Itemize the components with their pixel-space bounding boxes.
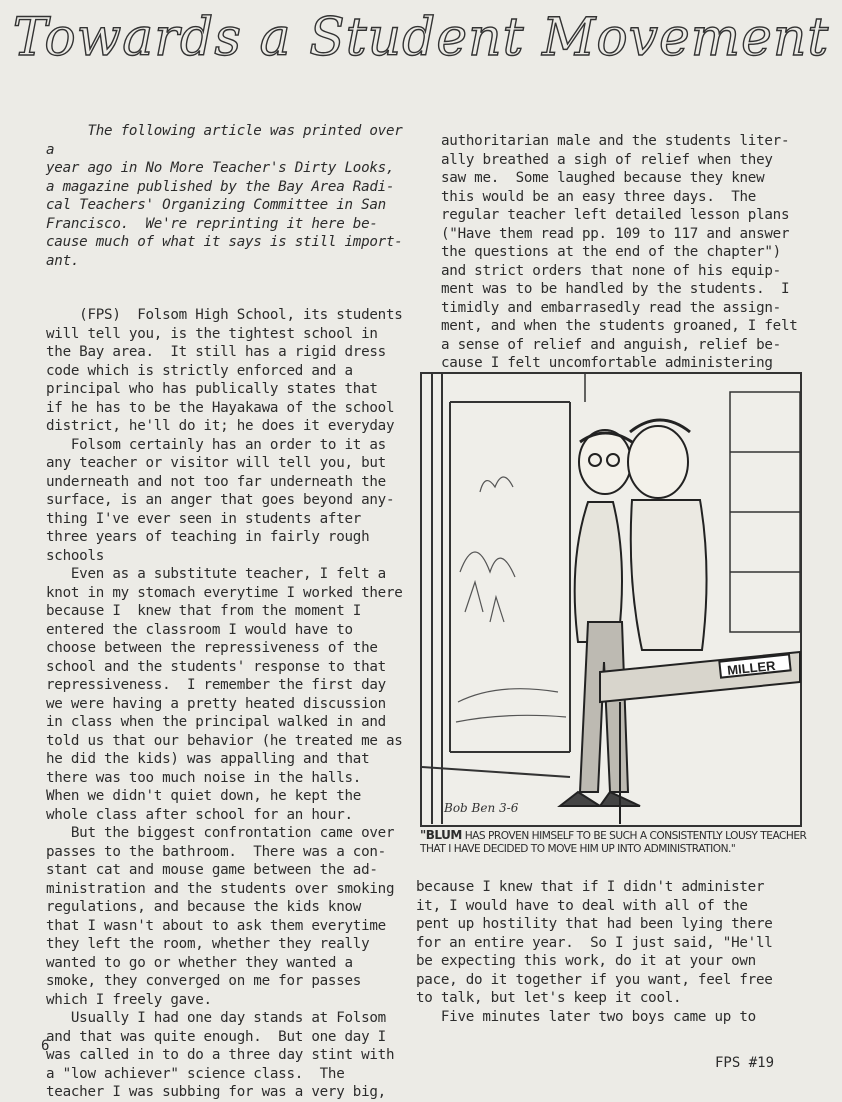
text-line: stant cat and mouse game between the ad- <box>46 862 378 878</box>
text-line: district, he'll do it; he does it everyday <box>46 418 395 434</box>
text-line: timidly and embarrasedly read the assign- <box>441 299 781 316</box>
text-line: ant. <box>46 252 80 269</box>
text-line: because I knew that from the moment I <box>46 603 362 619</box>
text-line: underneath and not too far underneath the <box>46 473 386 490</box>
text-line: knot in my stomach everytime I worked there <box>46 584 403 601</box>
text-line: saw me. Some laughed because they knew <box>441 170 765 186</box>
text-line: ("Have them read pp. 109 to 117 and answer <box>441 225 790 242</box>
text-line: school and the students' response to that <box>46 658 386 675</box>
text-line: a magazine published by the Bay Area Radi- <box>46 178 395 195</box>
text-line: in class when the principal walked in and <box>46 714 386 730</box>
text-line: teacher I was subbing for was a very big, <box>46 1084 386 1100</box>
text-line: cause I felt uncomfortable administering <box>441 355 773 371</box>
text-line: pent up hostility that had been lying there <box>416 916 773 932</box>
text-line: cal Teachers' Organizing Committee in San <box>46 197 386 213</box>
text-line: ment, and when the students groaned, I felt <box>441 318 798 334</box>
text-line: it, I would have to deal with all of the <box>416 897 748 914</box>
text-line: any teacher or visitor will tell you, but <box>46 455 386 471</box>
text-line: the Bay area. It still has a rigid dress <box>46 344 386 360</box>
intro-note <box>46 122 416 270</box>
text-line: and strict orders that none of his equip- <box>441 262 781 279</box>
text-line: authoritarian male and the students liter- <box>441 133 790 149</box>
text-line: Even as a substitute teacher, I felt a <box>46 566 386 582</box>
text-line: (FPS) Folsom High School, its students <box>46 307 403 323</box>
text-line: if he has to be the Hayakawa of the school <box>46 399 395 416</box>
text-line: wanted to go or whether they wanted a <box>46 954 353 971</box>
page-number: 6 <box>41 1038 50 1054</box>
right-column-bottom <box>416 878 796 1026</box>
text-line: we were having a pretty heated discussion <box>46 695 386 712</box>
article-body-left <box>46 306 416 1102</box>
text-line: was called in to do a three day stint with <box>46 1047 395 1063</box>
text-line: there was too much noise in the halls. <box>46 769 362 786</box>
text-line: Francisco. We're reprinting it here be- <box>46 215 378 232</box>
text-line: regular teacher left detailed lesson plans <box>441 207 790 223</box>
text-line: choose between the repressiveness of the <box>46 640 378 656</box>
text-line: When we didn't quiet down, he kept the <box>46 788 362 804</box>
text-line: schools <box>46 547 105 564</box>
text-line: which I freely gave. <box>46 991 212 1008</box>
text-line: a sense of relief and anguish, relief be- <box>441 336 781 353</box>
text-line: ment was to be handled by the students. I <box>441 281 790 297</box>
text-line: ally breathed a sigh of relief when they <box>441 151 773 168</box>
text-line: surface, is an anger that goes beyond any- <box>46 492 395 508</box>
text-line: passes to the bathroom. There was a con- <box>46 843 386 860</box>
text-line: this would be an easy three days. The <box>441 188 757 205</box>
text-line: smoke, they converged on me for passes <box>46 973 362 989</box>
text-line: told us that our behavior (he treated me as <box>46 732 403 749</box>
left-column <box>46 122 416 1102</box>
right-column-top <box>441 132 801 391</box>
caption-name: "BLUM <box>420 828 462 842</box>
text-line: Folsom certainly has an order to it as <box>46 436 386 453</box>
text-line: cause much of what it says is still import- <box>46 234 403 250</box>
text-line: year ago in No More Teacher's Dirty Looks, <box>46 160 395 176</box>
artist-signature: Bob Ben 3-6 <box>444 801 519 815</box>
text-line: regulations, and because the kids know <box>46 899 362 915</box>
text-line: code which is strictly enforced and a <box>46 362 353 379</box>
caption-text: HAS PROVEN HIMSELF TO BE SUCH A CONSISTENTLY LOUSY TEACHER THAT I HAVE DECIDED TO MOVE HIM UP INTO ADMINISTRATION." <box>420 830 807 855</box>
text-line: pace, do it together if you want, feel free <box>416 971 773 988</box>
text-line: The following article was printed over a <box>46 123 411 158</box>
text-line: for an entire year. So I just said, "He'll <box>416 934 773 951</box>
text-line: repressiveness. I remember the first day <box>46 677 386 693</box>
text-line: to talk, but let's keep it cool. <box>416 990 682 1006</box>
text-line: be expecting this work, do it at your own <box>416 953 756 969</box>
text-line: ministration and the students over smoking <box>46 880 395 897</box>
text-line: three years of teaching in fairly rough <box>46 529 370 545</box>
cartoon-illustration <box>420 372 802 827</box>
article-title: Towards a Student Movement <box>12 8 830 68</box>
text-line: Usually I had one day stands at Folsom <box>46 1010 386 1026</box>
text-line: Five minutes later two boys came up to <box>416 1008 756 1025</box>
cartoon-caption <box>420 829 812 856</box>
text-line: and that was quite enough. But one day I <box>46 1028 386 1045</box>
text-line: the questions at the end of the chapter") <box>441 244 781 260</box>
text-line: they left the room, whether they really <box>46 936 370 952</box>
text-line: a "low achiever" science class. The <box>46 1065 345 1082</box>
text-line: because I knew that if I didn't administer <box>416 879 765 895</box>
text-line: But the biggest confrontation came over <box>46 825 395 841</box>
text-line: will tell you, is the tightest school in <box>46 325 378 342</box>
text-line: principal who has publically states that <box>46 381 378 397</box>
text-line: thing I've ever seen in students after <box>46 510 362 527</box>
text-line: whole class after school for an hour. <box>46 806 353 823</box>
desk-nameplate: MILLER <box>726 657 777 678</box>
text-line: that I wasn't about to ask them everytime <box>46 917 386 934</box>
issue-label: FPS #19 <box>715 1055 775 1071</box>
text-line: he did the kids) was appalling and that <box>46 751 370 767</box>
text-line: entered the classroom I would have to <box>46 621 353 638</box>
